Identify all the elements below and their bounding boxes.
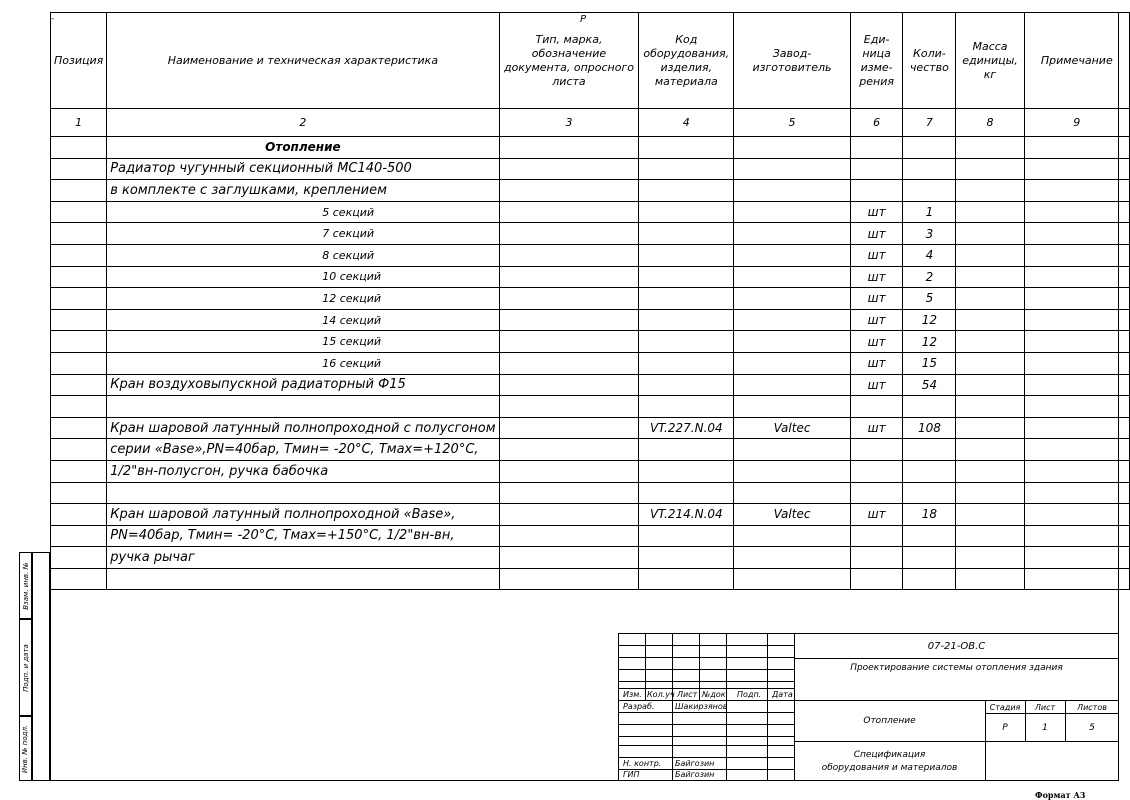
col-label: Изм. [623,690,642,699]
cell-name: 14 секций [107,309,499,331]
cell-code [639,547,734,569]
side-stamp-label: Инв. № подл. [21,724,30,773]
cell-type [499,439,639,461]
p-mark: Р [580,14,587,25]
cell-qty [903,568,956,590]
developed-name: Шакирзянов [675,702,728,711]
cell-unit [850,568,903,590]
table-row [51,568,1130,590]
cell-maker [734,460,851,482]
cell-maker [734,180,851,202]
cell-unit: шт [850,374,903,396]
cell-note [1024,266,1129,288]
column-number: 1 [51,109,107,137]
cell-type [499,309,639,331]
table-row [51,525,1130,547]
cell-code [639,352,734,374]
side-stamp-inventory [19,716,32,781]
table-row [51,482,1130,504]
cell-pos [51,504,107,526]
cell-mass [956,201,1024,223]
cell-code [639,180,734,202]
table-row [51,158,1130,180]
cell-unit: шт [850,223,903,245]
table-row [51,352,1130,374]
cell-type [499,223,639,245]
cell-mass [956,374,1024,396]
cell-type [499,158,639,180]
cell-type [499,396,639,418]
cell-maker: Valtec [734,417,851,439]
cell-code: VT.227.N.04 [639,417,734,439]
cell-mass [956,439,1024,461]
cell-name: 16 секций [107,352,499,374]
cell-note [1024,331,1129,353]
cell-unit [850,439,903,461]
cell-qty: 54 [903,374,956,396]
cell-name: ручка рычаг [107,547,499,569]
cell-unit [850,180,903,202]
sheet-title-2: оборудования и материалов [821,763,958,773]
cell-qty [903,137,956,159]
column-number: 7 [903,109,956,137]
cell-name: 1/2"вн-полусгон, ручка бабочка [107,460,499,482]
table-row [51,439,1130,461]
cell-code [639,309,734,331]
cell-unit [850,547,903,569]
cell-code: VT.214.N.04 [639,504,734,526]
table-row [51,331,1130,353]
cell-code [639,137,734,159]
format-label: Формат А3 [1035,790,1086,800]
section-name: Отопление [863,716,916,726]
cell-maker [734,482,851,504]
sheet-title-1: Спецификация [853,750,926,760]
cell-mass [956,180,1024,202]
cell-pos [51,374,107,396]
cell-name: 5 секций [107,201,499,223]
cell-pos [51,158,107,180]
cell-qty [903,482,956,504]
cell-note [1024,201,1129,223]
table-row [51,137,1130,159]
cell-unit: шт [850,352,903,374]
cell-note [1024,158,1129,180]
cell-note [1024,288,1129,310]
cell-name: Радиатор чугунный секционный МС140-500 [107,158,499,180]
cell-mass [956,460,1024,482]
stage-label: Стадия [989,703,1021,712]
cell-qty: 2 [903,266,956,288]
cell-pos [51,266,107,288]
cell-code [639,288,734,310]
header-code: Код оборудования, изделия, материала [639,13,734,109]
cell-qty: 3 [903,223,956,245]
header-type: Тип, марка, обозначение документа, опросного листа [499,13,639,109]
cell-type [499,568,639,590]
cell-mass [956,244,1024,266]
header-row [51,13,1130,109]
cell-mass [956,158,1024,180]
table-row [51,288,1130,310]
cell-type [499,460,639,482]
cell-maker [734,568,851,590]
cell-maker [734,547,851,569]
cell-pos [51,244,107,266]
header-note: Примечание [1024,13,1129,109]
cell-maker [734,201,851,223]
cell-type [499,266,639,288]
cell-name [107,568,499,590]
cell-note [1024,439,1129,461]
table-row [51,460,1130,482]
cell-unit: шт [850,288,903,310]
cell-pos [51,331,107,353]
cell-qty [903,158,956,180]
cell-note [1024,223,1129,245]
col-label: Дата [772,690,793,699]
cell-mass [956,482,1024,504]
cell-pos [51,460,107,482]
cell-type [499,417,639,439]
cell-unit: шт [850,201,903,223]
cell-name: Отопление [107,137,499,159]
cell-qty: 12 [903,331,956,353]
cell-code [639,266,734,288]
cell-type [499,525,639,547]
cell-note [1024,396,1129,418]
cell-name: 10 секций [107,266,499,288]
cell-unit [850,137,903,159]
cell-pos [51,482,107,504]
cell-note [1024,180,1129,202]
cell-name: 12 секций [107,288,499,310]
developed-label: Разраб. [623,702,655,711]
cell-type [499,201,639,223]
cell-maker [734,266,851,288]
cell-pos [51,525,107,547]
sheet-value: 1 [1042,723,1048,733]
cell-mass [956,331,1024,353]
cell-name: Кран шаровой латунный полнопроходной с полусгоном [107,417,499,439]
stage-value: Р [1002,723,1008,733]
cell-type [499,504,639,526]
column-number: 3 [499,109,639,137]
cell-mass [956,396,1024,418]
cell-qty [903,439,956,461]
table-row [51,244,1130,266]
cell-note [1024,309,1129,331]
cell-note [1024,482,1129,504]
cell-mass [956,223,1024,245]
cell-note [1024,417,1129,439]
table-row [51,396,1130,418]
column-numbers-row [51,109,1130,137]
table-row [51,417,1130,439]
cell-mass [956,309,1024,331]
cell-name: PN=40бар, Тмин= -20°С, Тмах=+150°С, 1/2"вн-вн, [107,525,499,547]
cell-name: 7 секций [107,223,499,245]
cell-unit: шт [850,244,903,266]
side-stamp-label: Подп. и дата [21,643,30,692]
cell-note [1024,374,1129,396]
header-maker: Завод-изготовитель [734,13,851,109]
cell-qty: 1 [903,201,956,223]
sheets-label: Листов [1077,703,1107,712]
cell-qty [903,180,956,202]
cell-code [639,568,734,590]
cell-unit [850,396,903,418]
cell-unit: шт [850,504,903,526]
cell-maker [734,158,851,180]
cell-qty: 18 [903,504,956,526]
cell-mass [956,266,1024,288]
cell-code [639,482,734,504]
cell-type [499,137,639,159]
header-unit: Еди-ница изме-рения [850,13,903,109]
column-number: 9 [1024,109,1129,137]
cell-mass [956,525,1024,547]
cell-maker [734,331,851,353]
cell-maker [734,309,851,331]
cell-pos [51,180,107,202]
cell-code [639,158,734,180]
cell-maker: Valtec [734,504,851,526]
cell-code [639,374,734,396]
cell-pos [51,223,107,245]
cell-pos [51,309,107,331]
column-number: 6 [850,109,903,137]
cell-unit: шт [850,417,903,439]
column-number: 4 [639,109,734,137]
table-row [51,504,1130,526]
col-label: Кол.уч [647,690,675,699]
cell-note [1024,137,1129,159]
table-row [51,180,1130,202]
cell-name: Кран воздуховыпускной радиаторный Ф15 [107,374,499,396]
cell-name [107,396,499,418]
cell-note [1024,547,1129,569]
cell-maker [734,374,851,396]
cell-pos [51,547,107,569]
cell-code [639,201,734,223]
cell-mass [956,547,1024,569]
cell-code [639,439,734,461]
cell-pos [51,396,107,418]
column-number: 2 [107,109,499,137]
specification-table [50,12,1130,590]
cell-note [1024,504,1129,526]
cell-type [499,288,639,310]
cell-unit [850,525,903,547]
gip-name: Байгозин [675,770,715,779]
cell-mass [956,137,1024,159]
side-stamp-label: Взам. инв. № [21,561,30,610]
cell-qty [903,547,956,569]
header-position: Позиция [51,13,107,109]
cell-type [499,374,639,396]
header-qty: Коли-чество [903,13,956,109]
cell-pos [51,137,107,159]
side-stamp-sign [19,619,32,716]
cell-maker [734,396,851,418]
cell-pos [51,417,107,439]
cell-unit: шт [850,309,903,331]
cell-maker [734,223,851,245]
cell-maker [734,352,851,374]
sheets-value: 5 [1089,723,1095,733]
cell-unit: шт [850,266,903,288]
cell-note [1024,568,1129,590]
cell-mass [956,417,1024,439]
table-row [51,201,1130,223]
cell-qty [903,396,956,418]
cell-name: серии «Base»,PN=40бар, Тмин= -20°С, Тмах=+120°С, [107,439,499,461]
cell-code [639,223,734,245]
cell-type [499,482,639,504]
cell-name [107,482,499,504]
cell-unit: шт [850,331,903,353]
cell-name: Кран шаровой латунный полнопроходной «Base», [107,504,499,526]
cell-code [639,244,734,266]
cell-qty: 5 [903,288,956,310]
cell-note [1024,244,1129,266]
cell-name: 15 секций [107,331,499,353]
cell-unit [850,482,903,504]
cell-mass [956,568,1024,590]
cell-code [639,460,734,482]
header-mass: Масса единицы, кг [956,13,1024,109]
cell-maker [734,288,851,310]
cell-maker [734,439,851,461]
table-row [51,374,1130,396]
table-row [51,223,1130,245]
cell-qty: 15 [903,352,956,374]
cell-type [499,180,639,202]
cell-note [1024,460,1129,482]
column-number: 8 [956,109,1024,137]
cell-pos [51,288,107,310]
cell-maker [734,244,851,266]
col-label: Подп. [737,690,762,699]
cell-type [499,331,639,353]
cell-type [499,352,639,374]
side-stamp-strip [32,552,50,781]
gip-label: ГИП [623,770,640,779]
cell-mass [956,504,1024,526]
cell-name: в комплекте с заглушками, креплением [107,180,499,202]
cell-type [499,547,639,569]
cell-qty: 12 [903,309,956,331]
cell-name: 8 секций [107,244,499,266]
corner-mark: - [51,14,55,24]
cell-qty [903,460,956,482]
cell-pos [51,201,107,223]
cell-pos [51,568,107,590]
side-stamp-replace [19,552,32,619]
cell-code [639,525,734,547]
cell-maker [734,525,851,547]
table-row [51,547,1130,569]
doc-code: 07-21-ОВ.С [927,641,986,652]
header-name: Наименование и техническая характеристика [107,13,499,109]
table-row [51,266,1130,288]
col-label: №док. [702,690,729,699]
column-number: 5 [734,109,851,137]
col-label: Лист [677,690,698,699]
cell-pos [51,352,107,374]
cell-pos [51,439,107,461]
project-name: Проектирование системы отопления здания [850,663,1063,673]
cell-code [639,331,734,353]
cell-type [499,244,639,266]
cell-code [639,396,734,418]
cell-mass [956,288,1024,310]
control-label: Н. контр. [623,759,662,768]
cell-qty: 4 [903,244,956,266]
cell-note [1024,352,1129,374]
cell-mass [956,352,1024,374]
cell-qty [903,525,956,547]
table-row [51,309,1130,331]
cell-qty: 108 [903,417,956,439]
cell-unit [850,158,903,180]
sheet-label: Лист [1034,703,1056,712]
cell-unit [850,460,903,482]
cell-note [1024,525,1129,547]
cell-maker [734,137,851,159]
control-name: Байгозин [675,759,715,768]
